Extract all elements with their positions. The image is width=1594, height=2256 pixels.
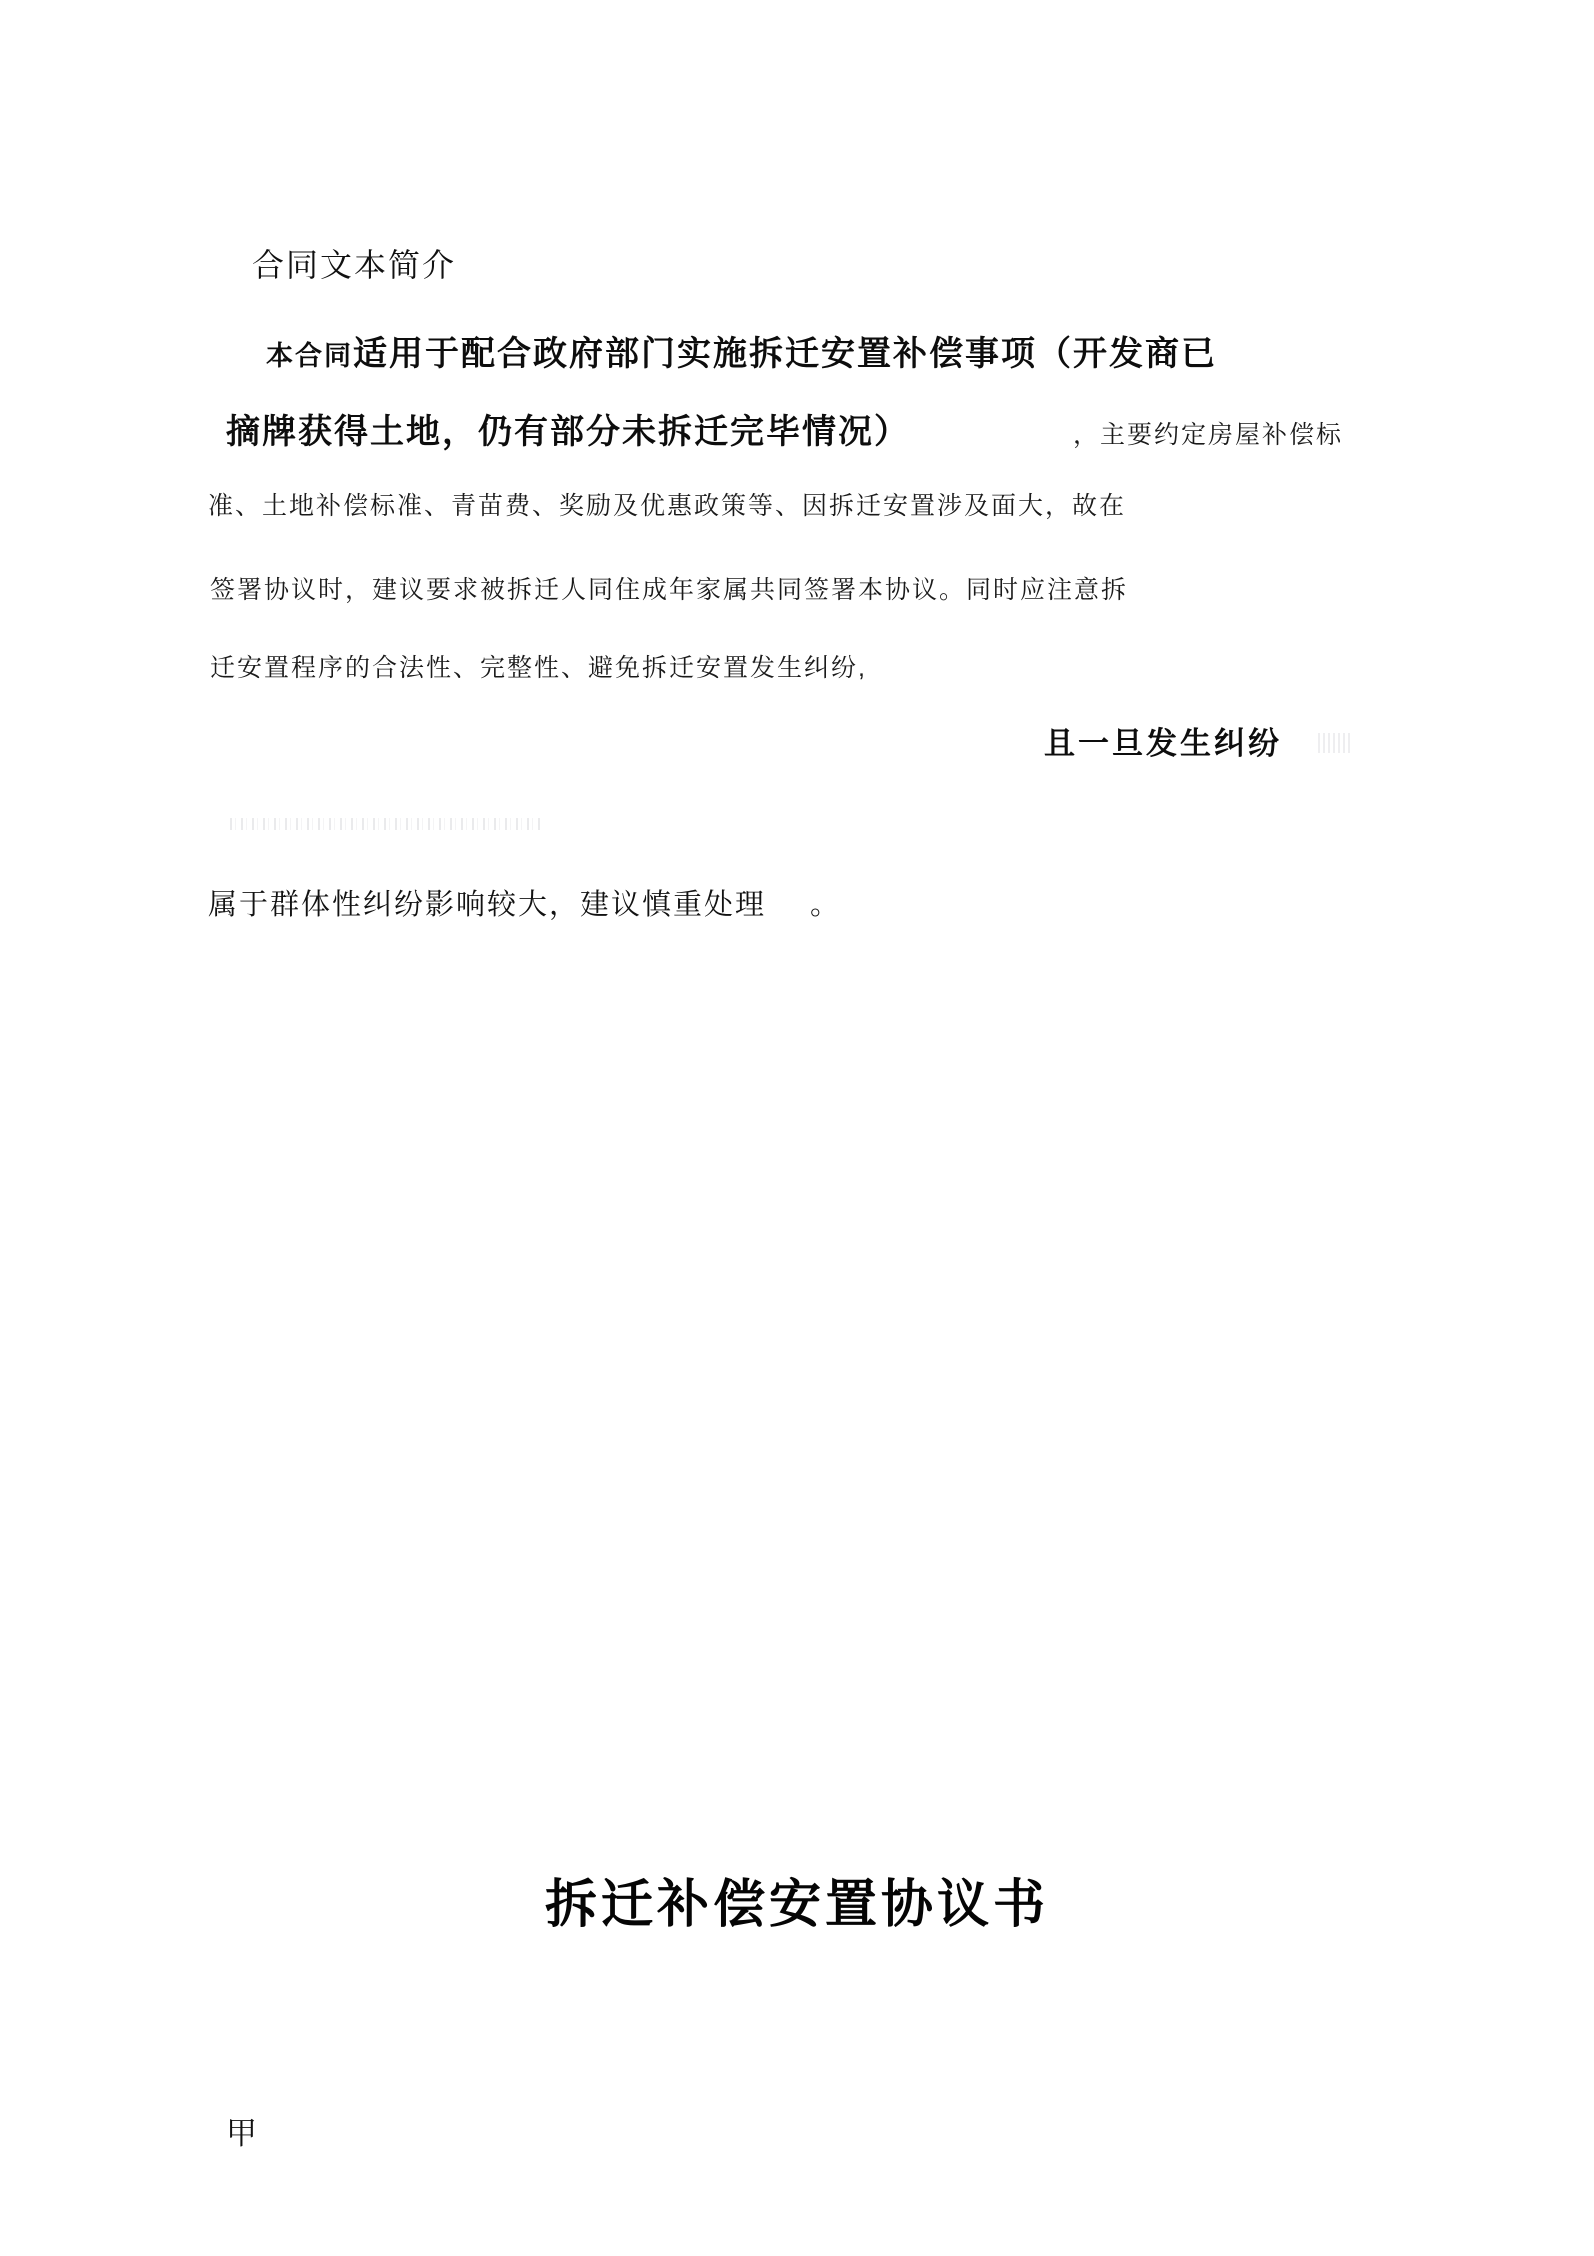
conclusion-text: 属于群体性纠纷影响较大，建议慎重处理 [208,889,767,921]
intro-paragraph-line-1 [266,326,1217,375]
intro-paragraph-line-4: 签署协议时，建议要求被拆迁人同住成年家属共同签署本协议。同时应注意拆 [210,576,1129,604]
party-a-label: 甲 [226,2116,257,2151]
faint-watermark-text [230,818,540,830]
dispute-emphasis-text: 且一旦发生纠纷 [1044,726,1282,761]
intro-paragraph-line-5: 迁安置程序的合法性、完整性、避免拆迁安置发生纠纷, [210,654,867,682]
conclusion-period: 。 [810,889,842,921]
intro-title: 合同文本简介 [252,247,457,283]
intro-paragraph-line-7 [208,882,841,923]
faint-text-smudge [1318,733,1352,753]
document-title: 拆迁补偿安置协议书 [544,1876,1049,1934]
intro-paragraph-line-3: 准、土地补偿标准、青苗费、奖励及优惠政策等、因拆迁安置涉及面大，故在 [208,492,1127,520]
paragraph-lead-text: 本合同 [266,341,353,371]
intro-paragraph-line-2 [226,404,1343,453]
paragraph-small-text: ，主要约定房屋补偿标 [1073,421,1344,449]
paragraph-bold-text-1: 适用于配合政府部门实施拆迁安置补偿事项（开发商已 [353,335,1217,373]
paragraph-bold-text-2: 摘牌获得土地，仍有部分未拆迁完毕情况） [226,413,893,451]
